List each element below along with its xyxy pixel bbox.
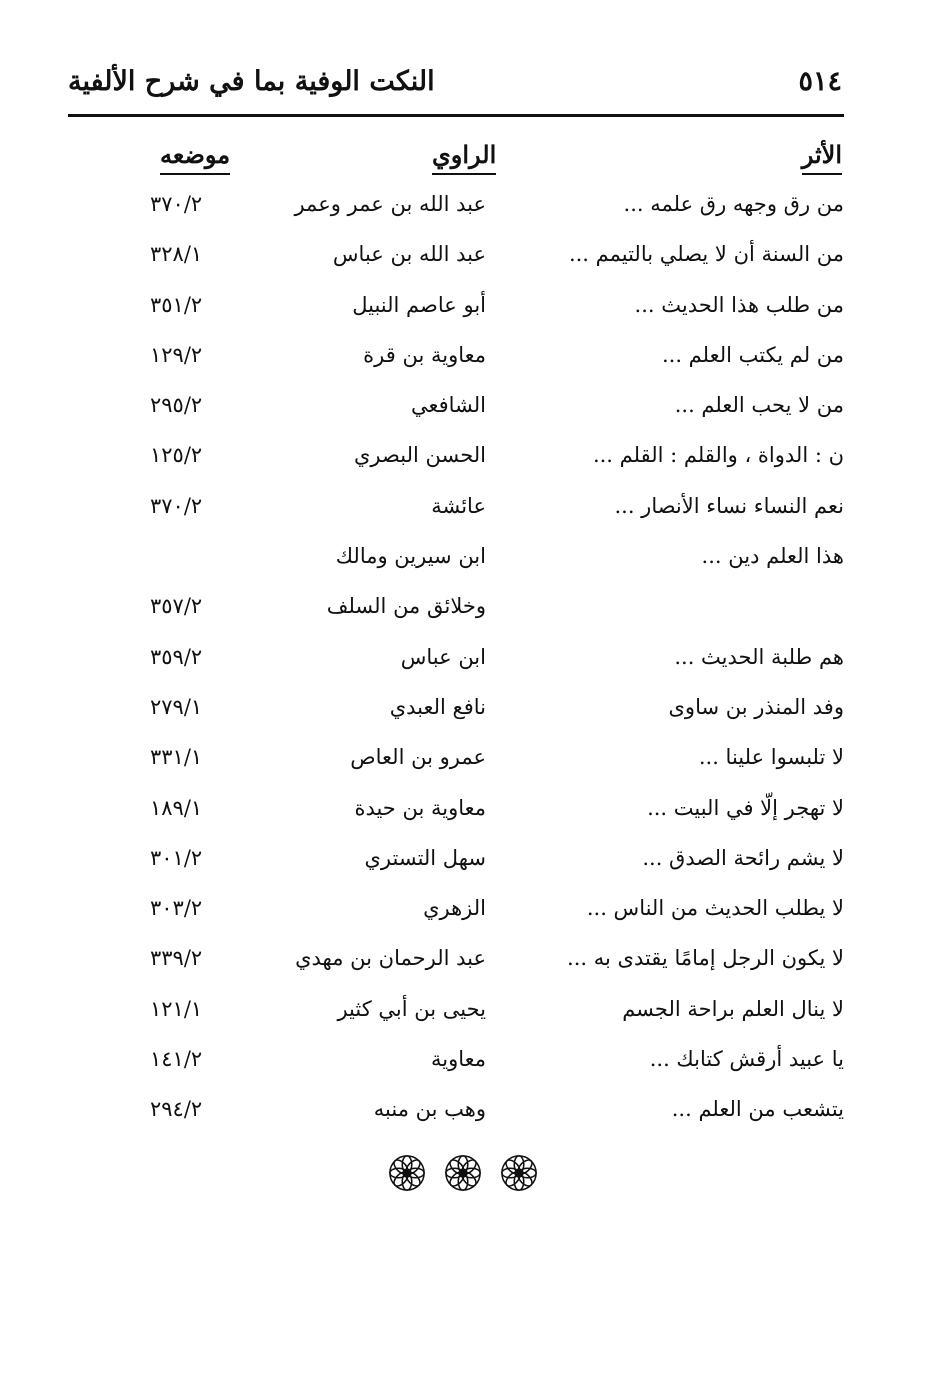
athar-cell: من السنة أن لا يصلي بالتيمم ... bbox=[568, 242, 844, 267]
athar-cell: ن : الدواة ، والقلم : القلم ... bbox=[592, 443, 844, 468]
ornament-icon bbox=[388, 1154, 426, 1192]
rawi-cell: عبد الله بن عباس bbox=[332, 242, 486, 267]
athar-cell: يتشعب من العلم ... bbox=[671, 1097, 844, 1122]
ornament-icon bbox=[444, 1154, 482, 1192]
rawi-cell: عبد الرحمان بن مهدي bbox=[295, 946, 486, 971]
rawi-cell: سهل التستري bbox=[364, 845, 486, 870]
mawdi-cell: ١٤١/٢ bbox=[150, 1047, 203, 1072]
mawdi-cell: ١٢١/١ bbox=[150, 996, 203, 1021]
mawdi-cell: ٣٣١/١ bbox=[150, 745, 203, 770]
athar-cell: لا تهجر إلّا في البيت ... bbox=[647, 795, 844, 820]
athar-cell: لا ينال العلم براحة الجسم bbox=[622, 996, 844, 1021]
mawdi-cell: ٢٩٥/٢ bbox=[150, 393, 203, 418]
mawdi-cell: ٣٥٧/٢ bbox=[150, 594, 203, 619]
table-row bbox=[0, 641, 944, 691]
rawi-cell: الحسن البصري bbox=[354, 443, 486, 468]
table-row bbox=[0, 792, 944, 842]
table-row bbox=[0, 289, 944, 339]
table-row bbox=[0, 993, 944, 1043]
table-row bbox=[0, 892, 944, 942]
athar-cell: لا يطلب الحديث من الناس ... bbox=[586, 896, 844, 921]
table-row bbox=[0, 188, 944, 238]
rawi-cell: عبد الله بن عمر وعمر bbox=[294, 192, 486, 216]
rawi-cell: أبو عاصم النبيل bbox=[352, 292, 486, 317]
athar-cell: وفد المنذر بن ساوى bbox=[668, 694, 844, 719]
table-row bbox=[0, 238, 944, 288]
rawi-cell: نافع العبدي bbox=[389, 694, 486, 719]
table-row bbox=[0, 741, 944, 791]
rawi-cell: عمرو بن العاص bbox=[350, 745, 486, 770]
athar-cell: يا عبيد أرقش كتابك ... bbox=[649, 1047, 844, 1072]
mawdi-cell: ٣٥١/٢ bbox=[150, 292, 203, 317]
rawi-cell: الزهري bbox=[423, 896, 486, 921]
athar-cell: من لا يحب العلم ... bbox=[674, 393, 844, 418]
mawdi-cell: ١٢٥/٢ bbox=[150, 443, 203, 468]
mawdi-cell: ٣٧٠/٢ bbox=[150, 493, 203, 518]
table-row bbox=[0, 1043, 944, 1093]
table-row bbox=[0, 339, 944, 389]
ornament-icon bbox=[500, 1154, 538, 1192]
rawi-cell: معاوية بن حيدة bbox=[354, 795, 486, 820]
mawdi-cell: ٣٧٠/٢ bbox=[150, 192, 203, 216]
rawi-cell: ابن سيرين ومالك bbox=[335, 544, 486, 569]
rawi-cell: وهب بن منبه bbox=[373, 1097, 486, 1122]
column-header-rawi: الراوي bbox=[432, 140, 496, 175]
table-row bbox=[0, 439, 944, 489]
athar-cell: من لم يكتب العلم ... bbox=[661, 342, 844, 367]
rawi-cell: معاوية bbox=[430, 1047, 486, 1072]
table-row bbox=[0, 389, 944, 439]
athar-cell: لا يشم رائحة الصدق ... bbox=[642, 845, 844, 870]
running-title: النكت الوفية بما في شرح الألفية bbox=[68, 66, 435, 97]
athar-cell: من طلب هذا الحديث ... bbox=[634, 292, 844, 317]
ornament-divider bbox=[388, 1154, 538, 1192]
mawdi-cell: ٢٩٤/٢ bbox=[150, 1097, 203, 1122]
header-rule bbox=[68, 114, 844, 117]
table-row bbox=[0, 942, 944, 992]
mawdi-cell: ٣٠٣/٢ bbox=[150, 896, 203, 921]
rawi-cell: يحيى بن أبي كثير bbox=[337, 996, 486, 1021]
rawi-cell: عائشة bbox=[431, 493, 486, 518]
mawdi-cell: ٣٢٨/١ bbox=[150, 242, 203, 267]
table-row bbox=[0, 490, 944, 540]
rawi-cell: وخلائق من السلف bbox=[326, 594, 486, 619]
column-header-athar: الأثر bbox=[802, 140, 842, 175]
athar-cell: هم طلبة الحديث ... bbox=[674, 644, 844, 669]
athar-index-table bbox=[0, 188, 944, 1144]
mawdi-cell: ٢٧٩/١ bbox=[150, 694, 203, 719]
table-row bbox=[0, 590, 944, 640]
athar-cell: لا تلبسوا علينا ... bbox=[698, 745, 844, 770]
mawdi-cell: ٣٥٩/٢ bbox=[150, 644, 203, 669]
rawi-cell: معاوية بن قرة bbox=[363, 342, 486, 367]
mawdi-cell: ١٨٩/١ bbox=[150, 795, 203, 820]
athar-cell: هذا العلم دين ... bbox=[701, 544, 844, 569]
table-row bbox=[0, 842, 944, 892]
athar-cell: من رق وجهه رق علمه ... bbox=[623, 192, 844, 216]
table-row bbox=[0, 1093, 944, 1143]
mawdi-cell: ١٢٩/٢ bbox=[150, 342, 203, 367]
mawdi-cell: ٣٠١/٢ bbox=[150, 845, 203, 870]
column-header-mawdi: موضعه bbox=[160, 140, 230, 175]
page-number: ٥١٤ bbox=[798, 66, 842, 97]
rawi-cell: ابن عباس bbox=[400, 644, 486, 669]
rawi-cell: الشافعي bbox=[410, 393, 486, 418]
athar-cell: لا يكون الرجل إمامًا يقتدى به ... bbox=[567, 946, 844, 971]
table-row bbox=[0, 540, 944, 590]
mawdi-cell: ٣٣٩/٢ bbox=[150, 946, 203, 971]
table-row bbox=[0, 691, 944, 741]
athar-cell: نعم النساء نساء الأنصار ... bbox=[614, 493, 844, 518]
